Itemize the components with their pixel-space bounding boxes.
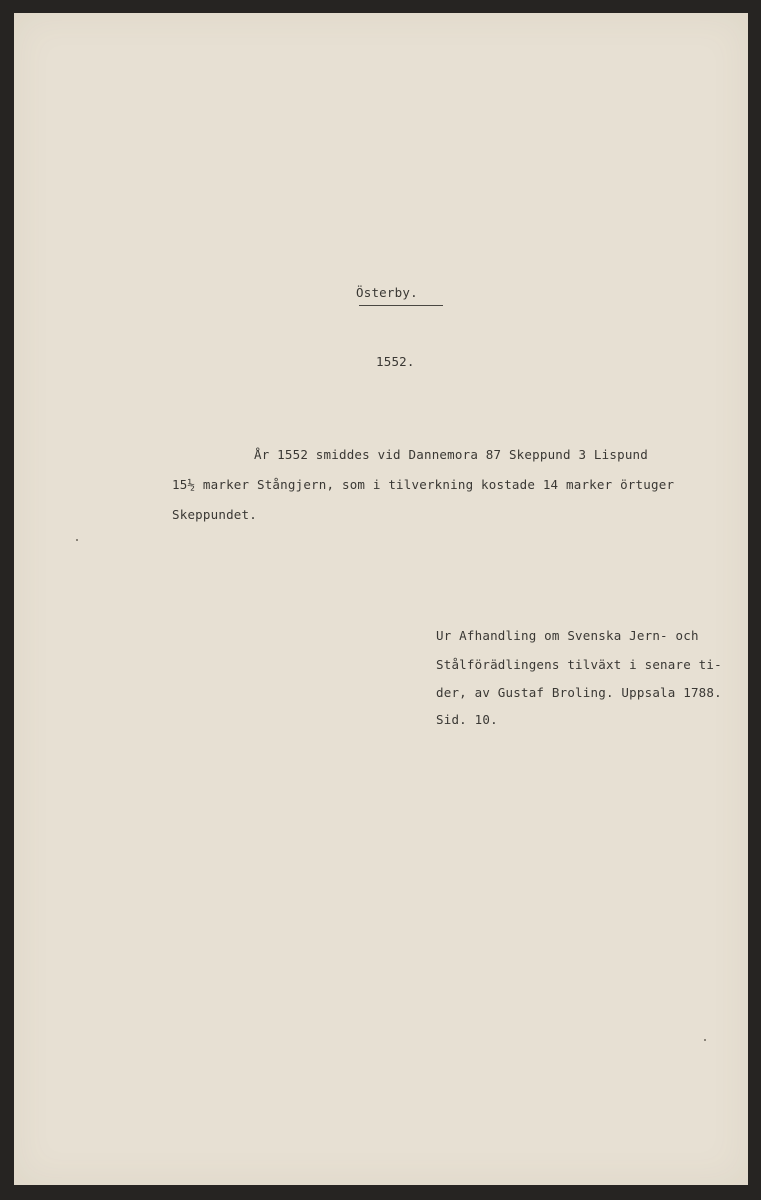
- paper-speck: [704, 1039, 706, 1041]
- paragraph-line: 15½ marker Stångjern, som i tilverkning kostade 14 marker örtuger: [172, 477, 675, 492]
- source-citation-line: Stålförädlingens tilväxt i senare ti-: [436, 657, 722, 672]
- title-underline: [359, 305, 443, 306]
- source-citation-line: Ur Afhandling om Svenska Jern- och: [436, 628, 699, 643]
- page-title: Österby.: [356, 285, 418, 300]
- typewritten-page: [14, 13, 748, 1185]
- year-heading: 1552.: [376, 354, 415, 369]
- source-citation-line: der, av Gustaf Broling. Uppsala 1788.: [436, 685, 722, 700]
- paper-speck: [76, 539, 78, 541]
- source-citation-line: Sid. 10.: [436, 712, 498, 727]
- paragraph-line: Skeppundet.: [172, 507, 257, 522]
- paragraph-line: År 1552 smiddes vid Dannemora 87 Skeppund 3 Lispund: [254, 447, 649, 462]
